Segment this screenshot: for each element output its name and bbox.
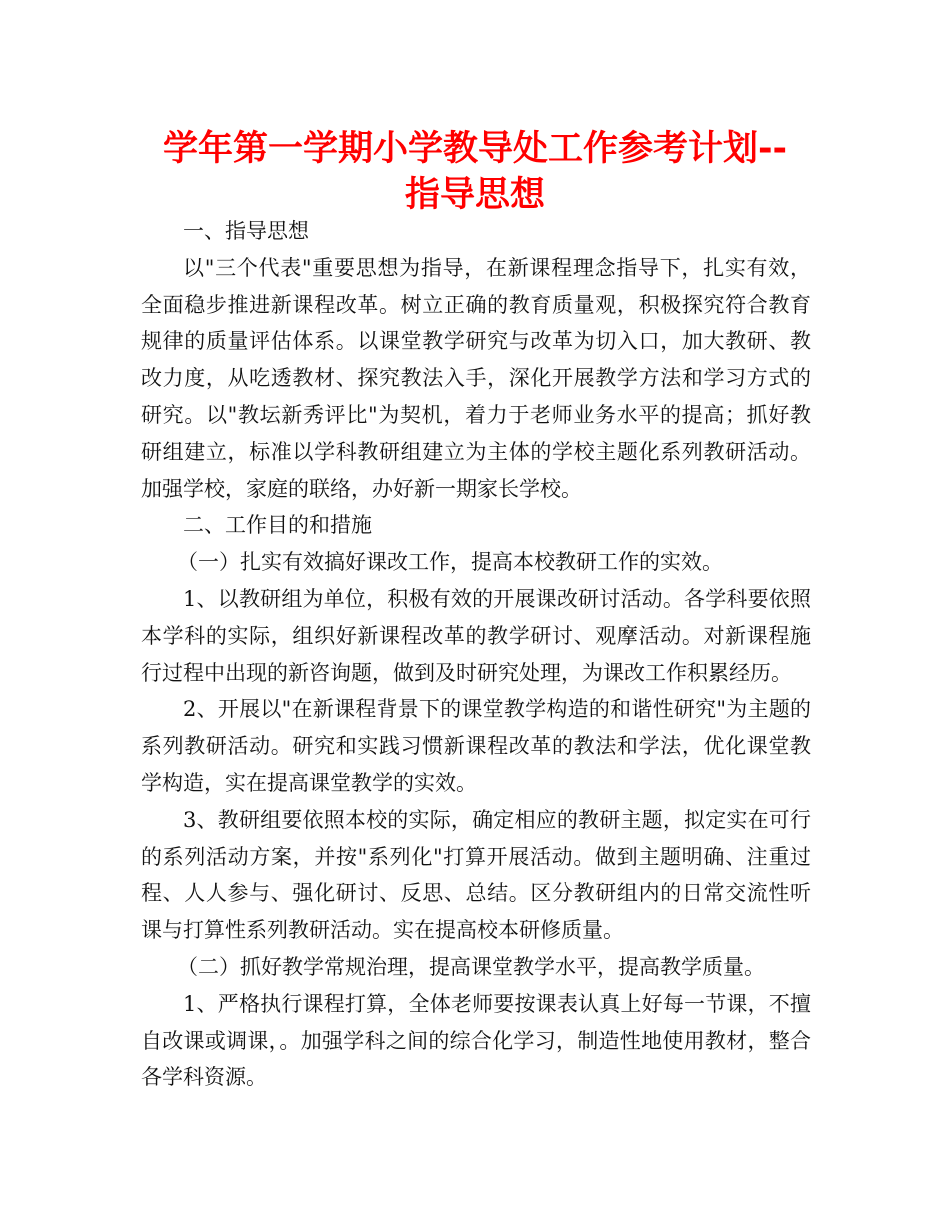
subsection-heading-teaching-routine: （二）抓好教学常规治理，提高课堂教学水平，提高教学质量。 — [177, 954, 765, 979]
document-title-line-1: 学年第一学期小学教导处工作参考计划-- — [162, 129, 788, 169]
section-heading-guiding-ideology: 一、指导思想 — [183, 219, 309, 243]
list-item-reform-2: 2、开展以"在新课程背景下的课堂教学构造的和谐性研究"为主题的系列教研活动。研究和实践习惯新课程改革的教法和学法，优化课堂教学构造，实在提高课堂教学的实效。 — [141, 697, 811, 795]
document-body — [141, 213, 811, 1096]
document-title-line-2: 指导思想 — [404, 175, 545, 215]
subsection-heading-curriculum-reform: （一）扎实有效搞好课改工作，提高本校教研工作的实效。 — [177, 550, 723, 575]
list-item-reform-1: 1、以教研组为单位，积极有效的开展课改研讨活动。各学科要依照本学科的实际，组织好新课程改革的教学研讨、观摩活动。对新课程施行过程中出现的新咨询题，做到及时研究处理，为课改工作积累经历。 — [141, 586, 811, 685]
paragraph-guiding-ideology: 以"三个代表"重要思想为指导，在新课程理念指导下，扎实有效，全面稳步推进新课程改革。树立正确的教育质量观，积极探究符合教育规律的质量评估体系。以课堂教学研究与改革为切入口，加大教研、教改力度，从吃透教材、探究教法入手，深化开展教学方法和学习方式的研究。以"教坛新秀评比"为契机，着力于老师业务水平的提高；抓好教研组建立，标准以学科教研组建立为主体的学校主题化系列教研活动。加强学校，家庭的联络，办好新一期家长学校。 — [141, 255, 811, 501]
list-item-routine-1: 1、严格执行课程打算，全体老师要按课表认真上好每一节课，不擅自改课或调课，。加强学科之间的综合化学习，制造性地使用教材，整合各学科资源。 — [141, 991, 811, 1090]
list-item-reform-3: 3、教研组要依照本校的实际，确定相应的教研主题，拟定实在可行的系列活动方案，并按"系列化"打算开展活动。做到主题明确、注重过程、人人参与、强化研讨、反思、总结。区分教研组内的日常交流性听课与打算性系列教研活动。实在提高校本研修质量。 — [141, 807, 811, 943]
section-heading-goals-measures: 二、工作目的和措施 — [183, 513, 372, 538]
